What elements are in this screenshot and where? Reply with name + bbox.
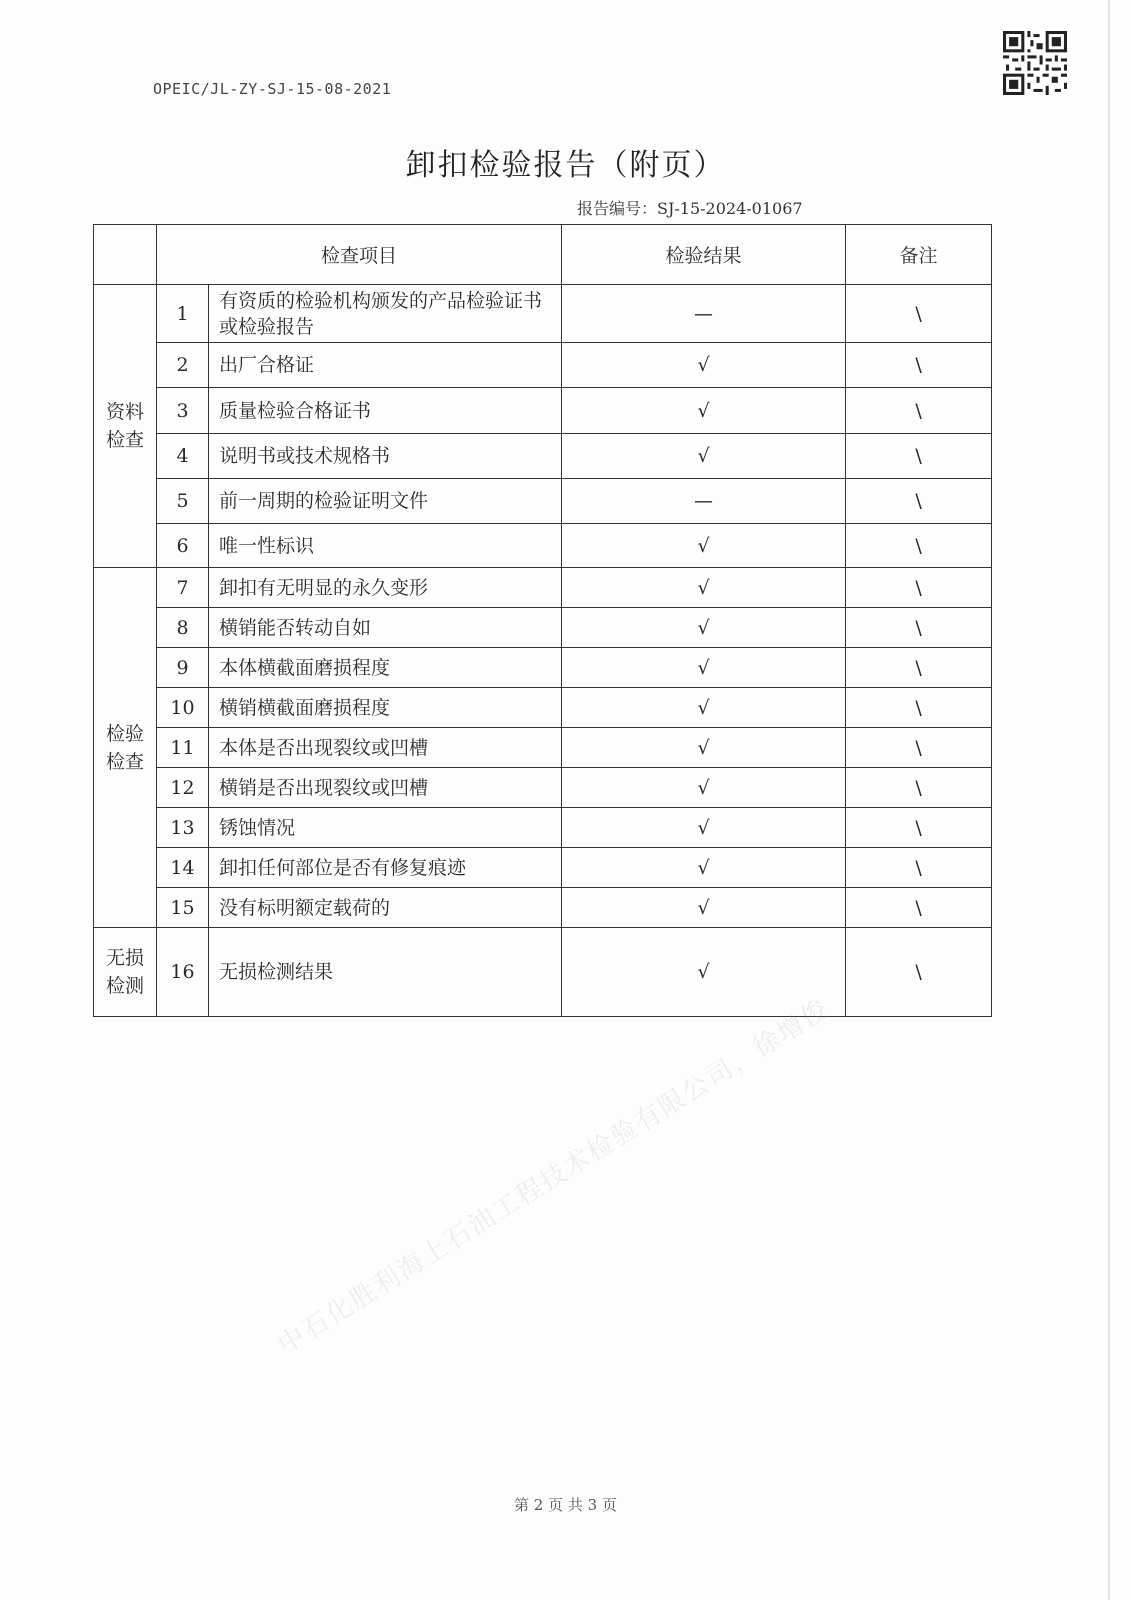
- watermark: 中石化胜利海上石油工程技术检验有限公司，徐增俊: [273, 993, 836, 1361]
- row-result: √: [562, 608, 846, 648]
- table-row: [94, 648, 992, 688]
- row-remark: \: [846, 768, 992, 808]
- row-remark: \: [846, 808, 992, 848]
- row-number: 8: [157, 608, 209, 648]
- document-code: OPEIC/JL-ZY-SJ-15-08-2021: [153, 80, 392, 98]
- group-label: 检验检查: [94, 568, 157, 928]
- group-label: 无损检测: [94, 928, 157, 1017]
- table-row: [94, 343, 992, 388]
- row-remark: \: [846, 434, 992, 479]
- row-number: 11: [157, 728, 209, 768]
- row-number: 4: [157, 434, 209, 479]
- row-item: 质量检验合格证书: [209, 388, 562, 434]
- row-item: 横销是否出现裂纹或凹槽: [209, 768, 562, 808]
- row-remark: \: [846, 728, 992, 768]
- row-item: 无损检测结果: [209, 928, 562, 1017]
- row-item: 横销横截面磨损程度: [209, 688, 562, 728]
- table-row: [94, 285, 992, 343]
- header-group-cell: [94, 225, 157, 285]
- header-result: 检验结果: [562, 225, 846, 285]
- row-number: 9: [157, 648, 209, 688]
- table-header-row: [94, 225, 992, 285]
- row-number: 3: [157, 388, 209, 434]
- row-remark: \: [846, 648, 992, 688]
- table-row: [94, 479, 992, 524]
- row-number: 1: [157, 285, 209, 343]
- row-result: √: [562, 888, 846, 928]
- row-remark: \: [846, 608, 992, 648]
- row-remark: \: [846, 343, 992, 388]
- row-number: 10: [157, 688, 209, 728]
- row-item: 锈蚀情况: [209, 808, 562, 848]
- row-remark: \: [846, 888, 992, 928]
- row-item: 说明书或技术规格书: [209, 434, 562, 479]
- table-row: [94, 434, 992, 479]
- row-number: 16: [157, 928, 209, 1017]
- page-number: 第 2 页 共 3 页: [514, 1496, 617, 1514]
- row-number: 12: [157, 768, 209, 808]
- page-edge-shadow: [1108, 0, 1110, 1600]
- inspection-table: [93, 224, 992, 1017]
- row-item: 出厂合格证: [209, 343, 562, 388]
- row-result: √: [562, 388, 846, 434]
- row-remark: \: [846, 848, 992, 888]
- row-result: —: [562, 479, 846, 524]
- row-result: √: [562, 768, 846, 808]
- row-item: 唯一性标识: [209, 524, 562, 568]
- row-number: 7: [157, 568, 209, 608]
- row-result: —: [562, 285, 846, 343]
- table-row: [94, 688, 992, 728]
- table-row: [94, 524, 992, 568]
- row-number: 14: [157, 848, 209, 888]
- row-item: 前一周期的检验证明文件: [209, 479, 562, 524]
- qr-code-icon: [1003, 31, 1067, 95]
- row-remark: \: [846, 568, 992, 608]
- row-item: 卸扣有无明显的永久变形: [209, 568, 562, 608]
- row-result: √: [562, 848, 846, 888]
- row-remark: \: [846, 285, 992, 343]
- row-result: √: [562, 928, 846, 1017]
- row-remark: \: [846, 479, 992, 524]
- row-result: √: [562, 648, 846, 688]
- row-remark: \: [846, 524, 992, 568]
- report-number: 报告编号：SJ-15-2024-01067: [577, 199, 803, 218]
- table-row: [94, 888, 992, 928]
- row-result: √: [562, 343, 846, 388]
- row-item: 本体横截面磨损程度: [209, 648, 562, 688]
- row-item: 横销能否转动自如: [209, 608, 562, 648]
- row-item: 没有标明额定载荷的: [209, 888, 562, 928]
- table-row: [94, 608, 992, 648]
- table-row: [94, 568, 992, 608]
- row-remark: \: [846, 388, 992, 434]
- row-result: √: [562, 728, 846, 768]
- row-number: 5: [157, 479, 209, 524]
- table-row: [94, 928, 992, 1017]
- row-item: 有资质的检验机构颁发的产品检验证书或检验报告: [209, 285, 562, 343]
- row-number: 2: [157, 343, 209, 388]
- row-number: 6: [157, 524, 209, 568]
- header-remark: 备注: [846, 225, 992, 285]
- table-row: [94, 848, 992, 888]
- table-row: [94, 388, 992, 434]
- header-item: 检查项目: [157, 225, 562, 285]
- table-row: [94, 808, 992, 848]
- table-row: [94, 768, 992, 808]
- row-remark: \: [846, 688, 992, 728]
- row-result: √: [562, 434, 846, 479]
- table-row: [94, 728, 992, 768]
- page-title: 卸扣检验报告（附页）: [405, 148, 726, 183]
- row-result: √: [562, 568, 846, 608]
- row-result: √: [562, 808, 846, 848]
- row-number: 13: [157, 808, 209, 848]
- group-label: 资料检查: [94, 285, 157, 568]
- row-result: √: [562, 524, 846, 568]
- row-result: √: [562, 688, 846, 728]
- row-remark: \: [846, 928, 992, 1017]
- row-number: 15: [157, 888, 209, 928]
- row-item: 本体是否出现裂纹或凹槽: [209, 728, 562, 768]
- row-item: 卸扣任何部位是否有修复痕迹: [209, 848, 562, 888]
